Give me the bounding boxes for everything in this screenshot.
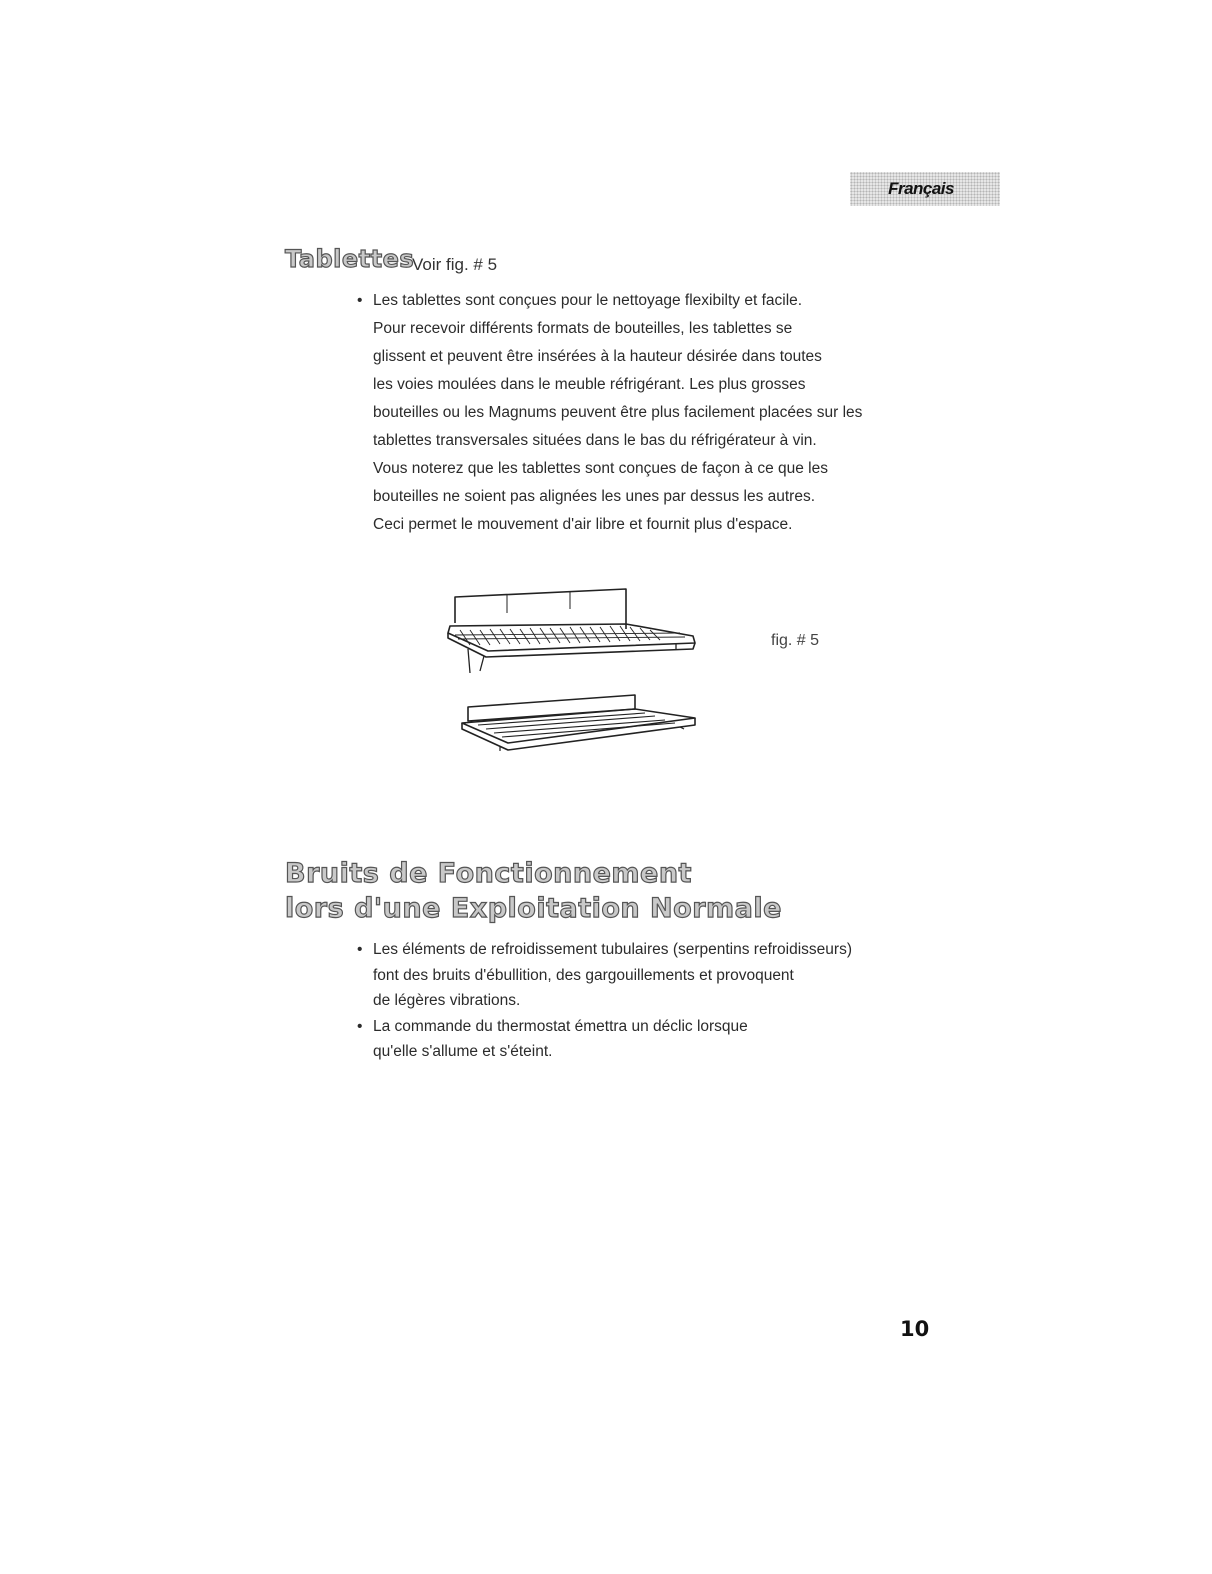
text-line: bouteilles ou les Magnums peuvent être plus facilement placées sur les xyxy=(373,404,863,421)
text-line: Pour recevoir différents formats de bouteilles, les tablettes se xyxy=(373,320,793,337)
text-line: les voies moulées dans le meuble réfrigérant. Les plus grosses xyxy=(373,376,806,393)
text-line: Vous noterez que les tablettes sont conçues de façon à ce que les xyxy=(373,460,828,477)
page-number: 10 xyxy=(900,1317,930,1341)
section-title-shelves: Tablettes xyxy=(285,245,415,273)
text-line: font des bruits d'ébullition, des gargouillements et provoquent xyxy=(373,966,794,984)
text-line: • Les tablettes sont conçues pour le nettoyage flexibilty et facile. xyxy=(373,287,973,315)
bullet-mark: • xyxy=(357,1017,363,1035)
language-label: Français xyxy=(888,179,954,198)
tray-shelf-back xyxy=(468,695,635,721)
text-line: tablettes transversales situées dans le bas du réfrigérateur à vin. xyxy=(373,432,817,449)
text-line: de légères vibrations. xyxy=(373,992,521,1009)
text-line: glissent et peuvent être insérées à la hauteur désirée dans toutes xyxy=(373,348,822,365)
bullet-mark: • xyxy=(357,941,363,958)
text-line: bouteilles ne soient pas alignées les unes par dessus les autres. xyxy=(373,488,816,505)
text-line: qu'elle s'allume et s'éteint. xyxy=(373,1043,553,1060)
shelf-illustration xyxy=(440,583,710,798)
section-title-noises-line1: Bruits de Fonctionnement xyxy=(285,858,692,889)
text-line: • Les éléments de refroidissement tubulaires (serpentins refroidisseurs) xyxy=(373,937,973,963)
figure-reference: Voir fig. # 5 xyxy=(412,255,498,274)
shelves-description xyxy=(357,287,973,539)
noises-description xyxy=(357,937,973,1065)
bullet-mark: • xyxy=(357,292,363,309)
figure-caption: fig. # 5 xyxy=(771,632,820,649)
tray-shelf-frame xyxy=(462,709,695,743)
section-title-noises-line2: lors d'une Exploitation Normale xyxy=(285,893,782,924)
language-tab xyxy=(850,172,1000,206)
text-line: • La commande du thermostat émettra un déclic lorsque xyxy=(373,1014,973,1040)
shelf-back-rail xyxy=(455,589,626,629)
text-line: Ceci permet le mouvement d'air libre et fournit plus d'espace. xyxy=(373,516,793,533)
